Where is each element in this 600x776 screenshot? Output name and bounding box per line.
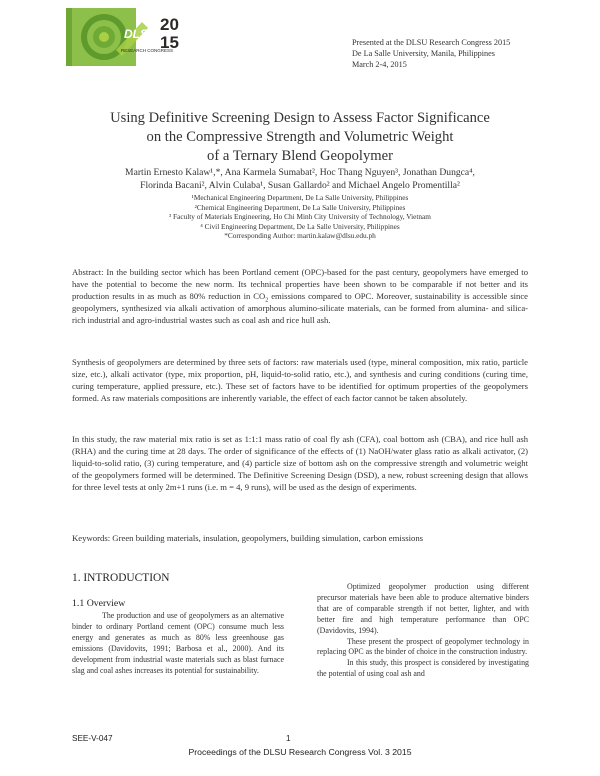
logo-year-top: 20	[160, 15, 179, 34]
title-line-3: of a Ternary Blend Geopolymer	[207, 148, 393, 164]
right-column	[317, 582, 529, 680]
title-line-1: Using Definitive Screening Design to Assess Factor Significance	[110, 110, 490, 126]
conference-line-1: Presented at the DLSU Research Congress 2015	[352, 38, 511, 47]
affiliation-3: ³ Faculty of Materials Engineering, Ho Chi Minh City University of Technology, Vietnam	[169, 212, 431, 222]
left-column-paragraph: The production and use of geopolymers as an alternative binder to ordinary Portland cement (OPC) consume much less energy and generates as much as 80% less greenhouse gas emissions (Davidovits, 1991; Barbosa et al., 2000). And its development from industrial waste materials such as blast furnace slag and coal ashes increases its potential for sustainability.	[72, 611, 284, 675]
keywords: Keywords: Green building materials, insulation, geopolymers, building simulation, carbon emissions	[72, 533, 424, 543]
paper-title	[60, 109, 540, 166]
conference-date: March 2-4, 2015	[352, 60, 407, 69]
conference-line-2: De La Salle University, Manila, Philippines	[352, 49, 495, 58]
left-column	[72, 611, 284, 676]
abstract-text-b: emissions compared to OPC. Moreover, sustainability is accessible since geopolymers, synthesized via alkali activation of amorphous alumino-silicate materials, can be formed from alumina- and silica- rich industrial and agro-industrial wastes such as coal ash and rice hull ash.	[72, 291, 528, 325]
abstract-paragraph-2: Synthesis of geopolymers are determined by three sets of factors: raw materials used (type, mineral composition, mix ratio, particle size, etc.), alkali activator (type, mix proportion, pH, liquid-to-solid ratio, etc.), and synthesis and curing conditions (curing time, curing temperature, applied pressure, etc.). These set of factors have to be identified for optimum properties of the geopolymers formed. As raw materials compositions are inherently variable, the effect of each factor cannot be taken absolutely.	[72, 357, 528, 403]
affiliation-2: ²Chemical Engineering Department, De La Salle University, Philippines	[194, 202, 406, 212]
section-heading: 1. INTRODUCTION	[72, 572, 170, 584]
abstract-sub: 2	[265, 297, 269, 304]
proceedings-footer: Proceedings of the DLSU Research Congress Vol. 3 2015	[188, 747, 412, 757]
subsection-heading: 1.1 Overview	[72, 598, 126, 609]
right-column-paragraph-1: Optimized geopolymer production using different precursor materials have been able to produce alternative binders that are of comparable strength if not better, lighter, and with better fire and high temperature performance than OPC (Davidovits, 1994).	[317, 582, 529, 635]
abstract-text-a: In the building sector which has been Portland cement (OPC)-based for the past century, geopolymers have emerged to have the potential to become the new norm. Its technical properties have been shown to be comparable if not better and its production results in as much as 80% reduction in CO	[72, 267, 528, 301]
congress-logo	[66, 6, 190, 68]
abstract	[72, 266, 528, 326]
logo-dlsu: DLSU	[124, 27, 157, 41]
corresponding-author: *Corresponding Author: martin.kalaw@dlsu.edu.ph	[224, 231, 376, 241]
abstract-paragraph-3: In this study, the raw material mix ratio is set as 1:1:1 mass ratio of coal fly ash (CFA), coal bottom ash (CBA), and rice hull ash (RHA) and the curing time at 28 days. The order of significance of the effects of (1) NaOH/water glass ratio as alkali activator, (2) liquid-to-solid ratio, (3) curing temperature, and (4) particle size of bottom ash on the compressive strength and volumetric weight of the geopolymers formed will be determined. The Definitive Screening Design (DSD), a new, robust screening design that allows for three level tests at only 2m+1 runs (i.e. m = 4, 9 runs), will be used as the design of experiments.	[72, 434, 528, 492]
affiliation-4: ⁴ Civil Engineering Department, De La Salle University, Philippines	[200, 221, 400, 231]
author-list	[40, 166, 560, 192]
title-line-2: on the Compressive Strength and Volumetric Weight	[146, 129, 454, 145]
authors-line-2: Florinda Bacani², Alvin Culaba¹, Susan Gallardo² and Michael Angelo Promentilla²	[140, 180, 460, 191]
page-number: 1	[286, 734, 291, 743]
right-column-paragraph-3: In this study, this prospect is considered by investigating the potential of using coal ash and	[317, 658, 529, 679]
abstract-label: Abstract:	[72, 267, 104, 277]
affiliations	[40, 193, 560, 241]
affiliation-1: ¹Mechanical Engineering Department, De La Salle University, Philippines	[191, 193, 409, 202]
paper-code: SEE-V-047	[72, 734, 113, 743]
conference-info	[352, 37, 510, 70]
logo-year-bottom: 15	[160, 33, 179, 52]
right-column-paragraph-2: These present the prospect of geopolymer technology in replacing OPC as the binder of choice in the construction industry.	[317, 636, 529, 657]
authors-line-1: Martin Ernesto Kalaw¹,*, Ana Karmela Sumabat², Hoc Thang Nguyen³, Jonathan Dungca⁴,	[125, 167, 475, 178]
logo-tagline: RESEARCH CONGRESS	[121, 48, 174, 53]
